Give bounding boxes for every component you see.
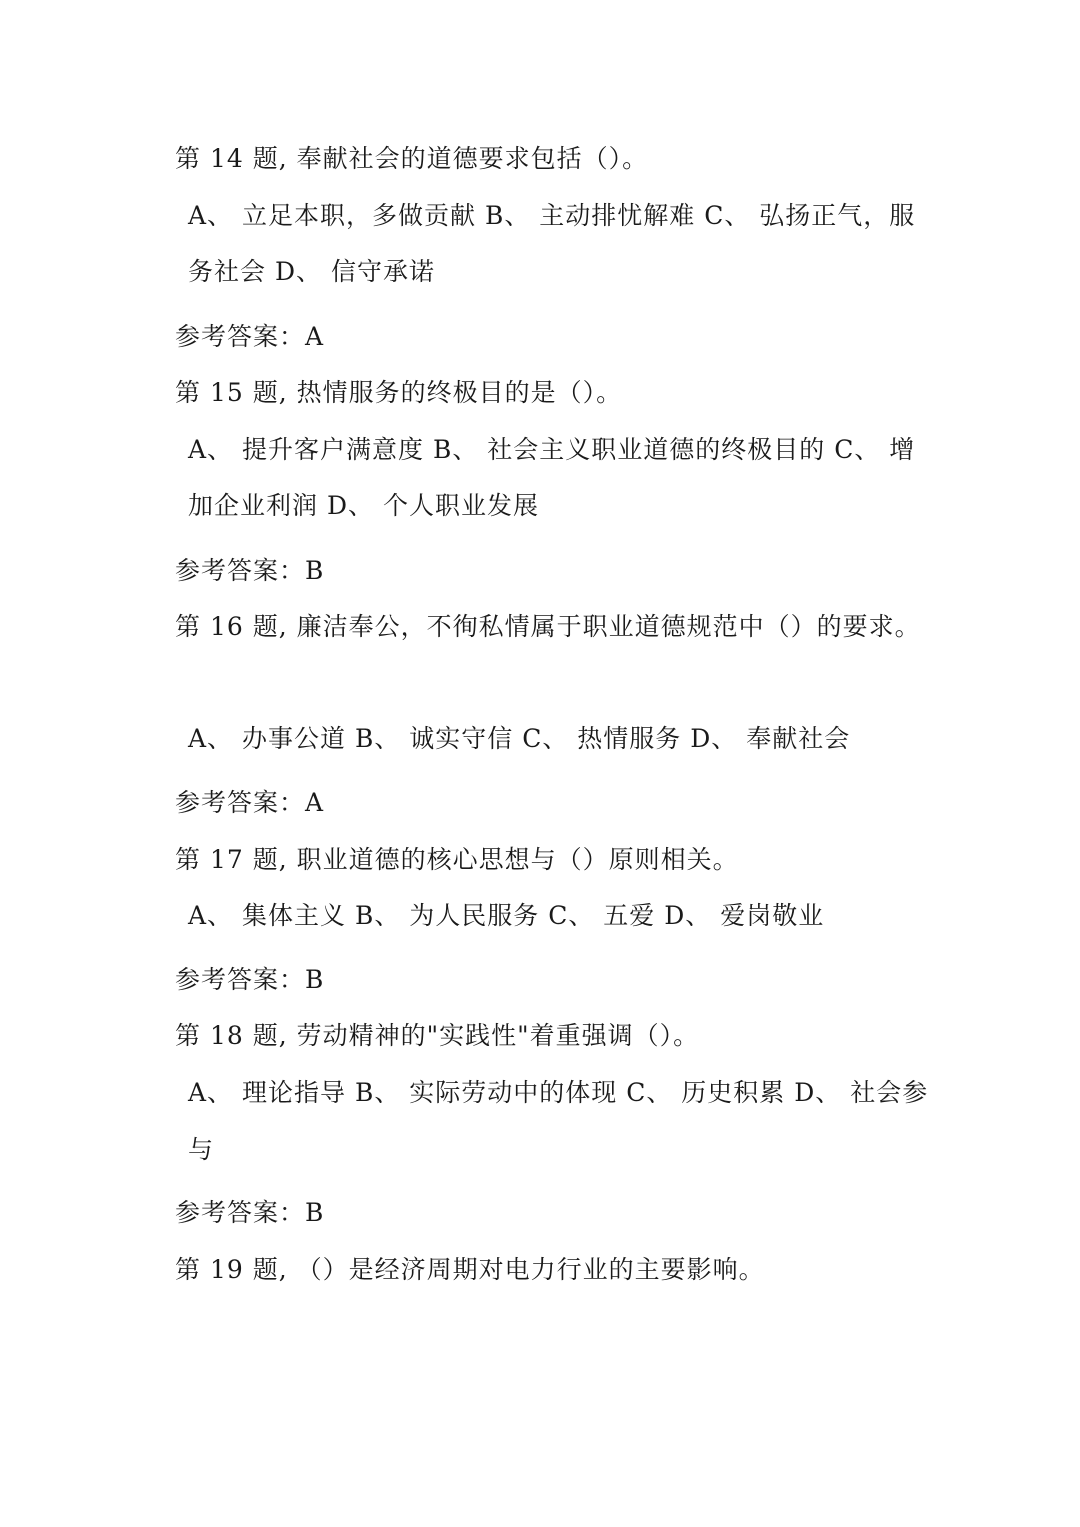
question-16: 第 16 题, 廉洁奉公，不徇私情属于职业道德规范中（）的要求。	[175, 612, 921, 641]
question-15-answer: 参考答案：B	[175, 556, 325, 585]
question-18: 第 18 题, 劳动精神的"实践性"着重强调（）。	[175, 1021, 700, 1050]
question-17-options-line-1: A、 集体主义 B、 为人民服务 C、 五爱 D、 爱岗敬业	[188, 901, 825, 930]
question-18-options-line-2: 与	[188, 1135, 215, 1164]
question-15: 第 15 题, 热情服务的终极目的是（）。	[175, 378, 623, 407]
question-14-options-line-2: 务社会 D、 信守承诺	[188, 257, 435, 286]
question-15-options-line-2: 加企业利润 D、 个人职业发展	[188, 491, 539, 520]
question-18-answer: 参考答案：B	[175, 1198, 325, 1227]
question-16-answer: 参考答案：A	[175, 788, 325, 817]
question-19: 第 19 题, （）是经济周期对电力行业的主要影响。	[175, 1255, 765, 1284]
question-16-options-line-1: A、 办事公道 B、 诚实守信 C、 热情服务 D、 奉献社会	[188, 724, 851, 753]
question-15-options-line-1: A、 提升客户满意度 B、 社会主义职业道德的终极目的 C、 增	[188, 435, 916, 464]
question-17: 第 17 题, 职业道德的核心思想与（）原则相关。	[175, 845, 739, 874]
question-14-options-line-1: A、 立足本职，多做贡献 B、 主动排忧解难 C、 弘扬正气，服	[188, 201, 916, 230]
question-17-answer: 参考答案：B	[175, 965, 325, 994]
question-18-options-line-1: A、 理论指导 B、 实际劳动中的体现 C、 历史积累 D、 社会参	[188, 1078, 929, 1107]
question-14-answer: 参考答案：A	[175, 322, 325, 351]
question-14: 第 14 题, 奉献社会的道德要求包括（）。	[175, 144, 649, 173]
